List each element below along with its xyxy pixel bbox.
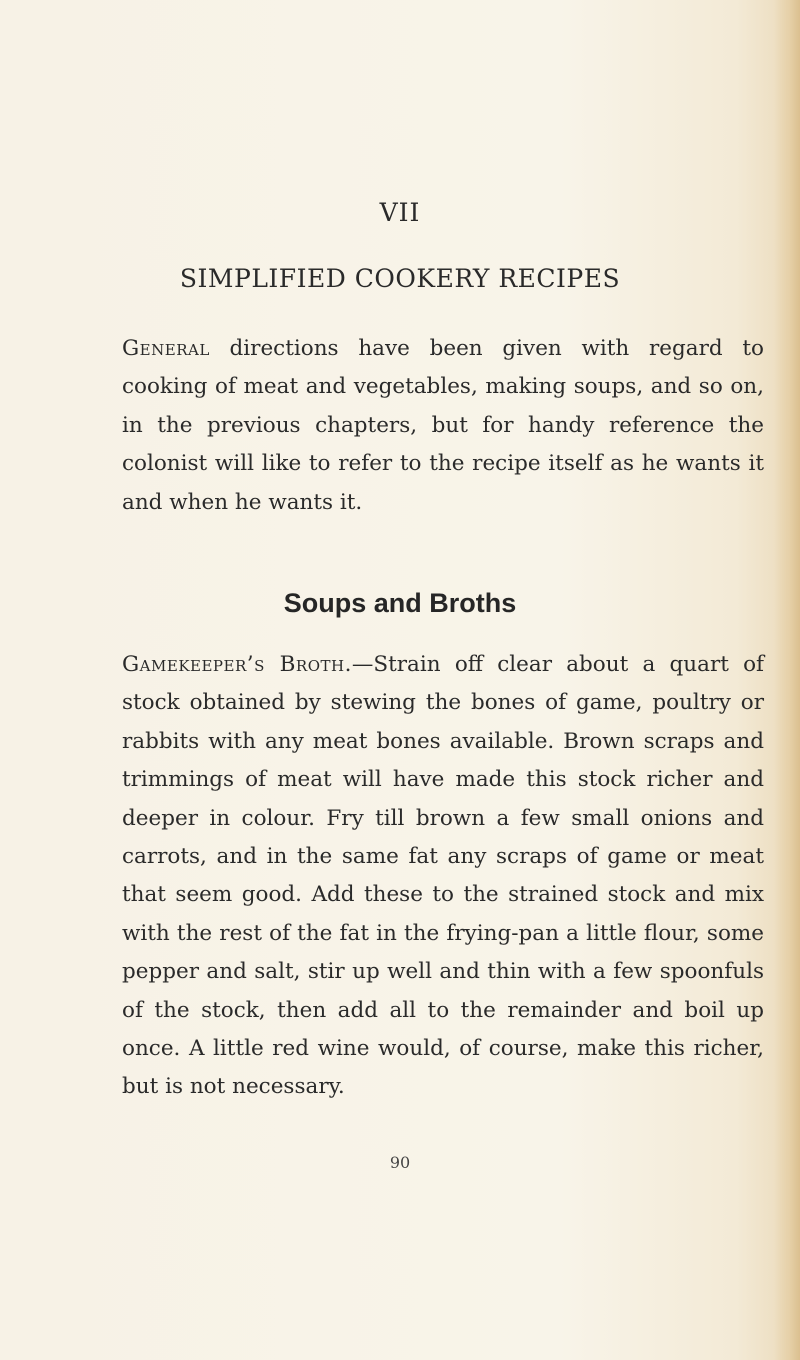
recipe-name: Gamekeeper’s Broth.	[122, 652, 352, 677]
recipe-paragraph	[122, 646, 764, 1107]
page-number: 90	[389, 1153, 411, 1172]
intro-text: directions have been given with regard to cooking of meat and vegetables, making soups, and so on, in the previous chapters, but for handy reference the colonist will like to refer to the recipe itself as he wants it and when he wants it.	[122, 336, 764, 515]
intro-paragraph	[122, 330, 764, 522]
section-heading: Soups and Broths	[283, 588, 517, 618]
chapter-title: SIMPLIFIED COOKERY RECIPES	[179, 264, 621, 293]
chapter-number: VII	[379, 198, 421, 227]
recipe-text: —Strain off clear about a quart of stock obtained by stewing the bones of game, poultry or rabbits with any meat bones available. Brown scraps and trimmings of meat will have made this stock richer and deeper in colour. Fry till brown a few small onions and carrots, and in the same fat any scraps of game or meat that seem good. Add these to the strained stock and mix with the rest of the fat in the frying-pan a little flour, some pepper and salt, stir up well and thin with a few spoonfuls of the stock, then add all to the remainder and boil up once. A little red wine would, of course, make this richer, but is not necessary.	[122, 652, 764, 1100]
intro-lead-word: General	[122, 336, 210, 361]
